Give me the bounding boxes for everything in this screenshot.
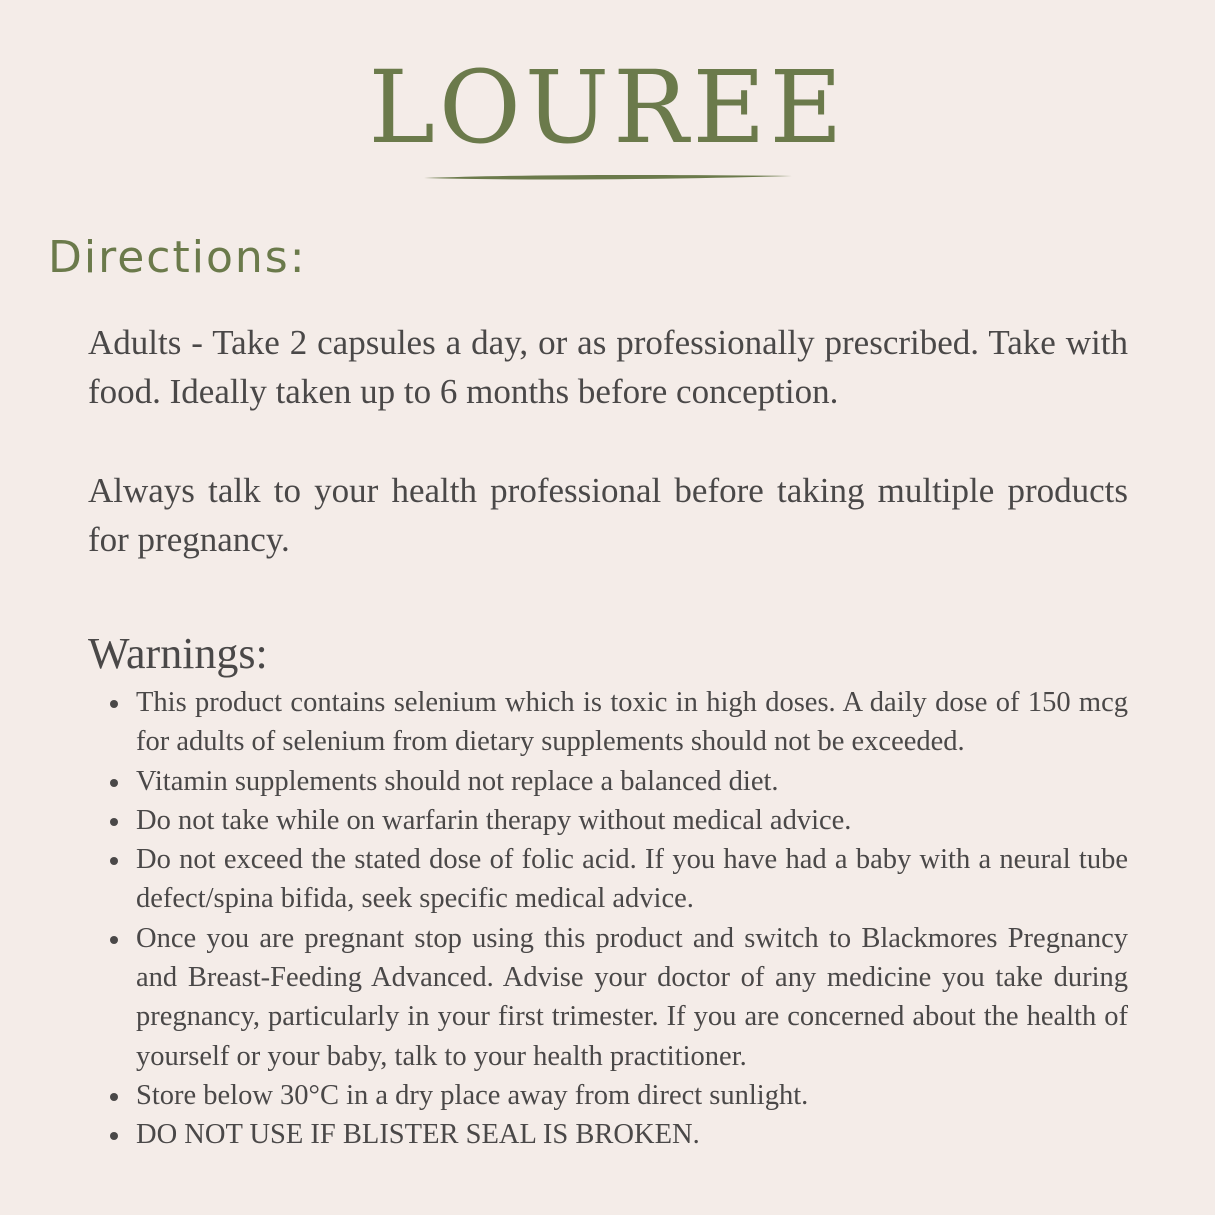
bullet-icon (110, 700, 118, 708)
warning-text: This product contains selenium which is toxic in high doses. A daily dose of 150 mcg for adults of selenium from dietary supplements should not be exceeded. (136, 687, 1128, 758)
bullet-icon (110, 779, 118, 787)
bullet-icon (110, 1093, 118, 1101)
warning-item (88, 840, 1128, 919)
logo-underline (422, 170, 794, 184)
warning-item (88, 1115, 1128, 1154)
directions-paragraph: Always talk to your health professional before taking multiple products for pregnancy. (88, 471, 1128, 559)
warnings-heading: Warnings: (88, 629, 268, 678)
warnings-list (88, 683, 1128, 1155)
bullet-icon (110, 818, 118, 826)
bullet-icon (110, 936, 118, 944)
warning-text: Do not take while on warfarin therapy without medical advice. (136, 804, 852, 836)
warning-text: Do not exceed the stated dose of folic acid. If you have had a baby with a neural tube defect/spina bifida, seek specific medical advice. (136, 844, 1128, 915)
warning-item (88, 919, 1128, 1076)
warning-text: Once you are pregnant stop using this product and switch to Blackmores Pregnancy and Breast-Feeding Advanced. Advise your doctor of any medicine you take during pregnancy, particularly in your first trimester. If you are concerned about the health of yourself or your baby, talk to your health practitioner. (136, 922, 1128, 1072)
bullet-icon (110, 857, 118, 865)
directions-heading: Directions: (48, 232, 307, 283)
bullet-icon (110, 1132, 118, 1140)
brand-logo: LOUREE (368, 49, 847, 166)
warning-text: DO NOT USE IF BLISTER SEAL IS BROKEN. (136, 1119, 700, 1151)
warning-item (88, 1076, 1128, 1115)
directions-section (88, 318, 1128, 614)
warning-item (88, 801, 1128, 840)
warning-text: Store below 30°C in a dry place away from direct sunlight. (136, 1079, 809, 1111)
warning-item (88, 762, 1128, 801)
warning-text: Vitamin supplements should not replace a balanced diet. (136, 765, 779, 797)
directions-paragraph: Adults - Take 2 capsules a day, or as professionally prescribed. Take with food. Ideally taken up to 6 months before conception. (88, 323, 1128, 411)
warning-item (88, 683, 1128, 762)
